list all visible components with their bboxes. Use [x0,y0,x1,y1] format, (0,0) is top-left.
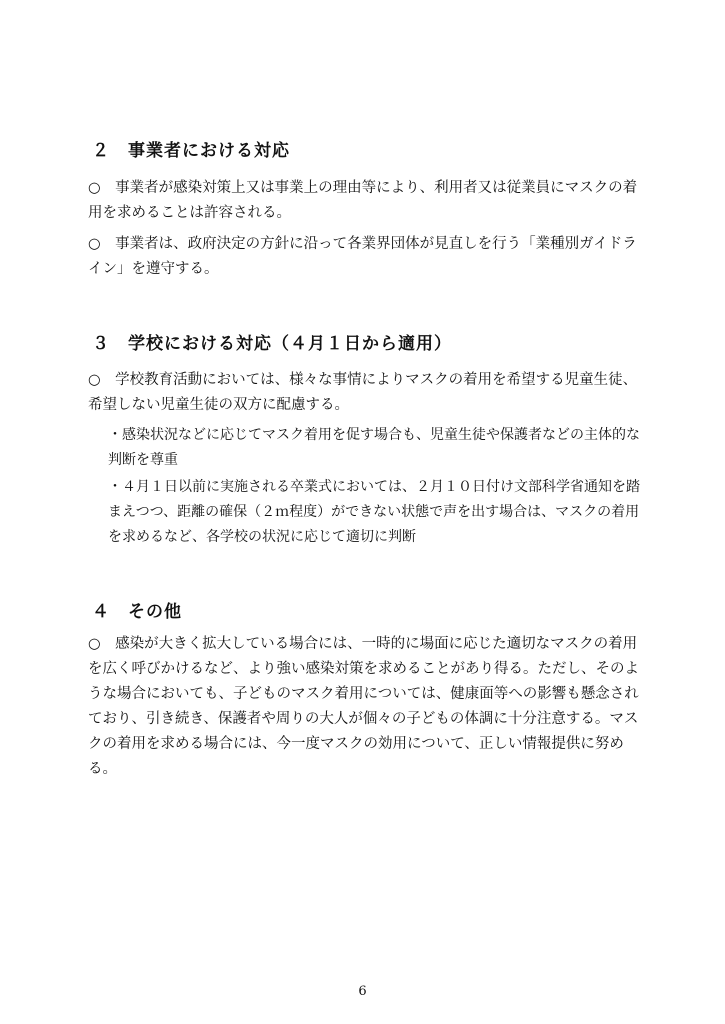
section-heading-3: ３ 学校における対応（４月１日から適用） [92,334,452,354]
paragraph-4-1: ○ 感染が大きく拡大している場合には、一時的に場面に応じた適切なマスクの着用を広く呼びかけるなど、より強い感染対策を求めることがあり得る。ただし、そのような場合においても、子どものマスク着用については、健康面等への影響も懸念されており、引き続き、保護者や周りの大人が個々の子どもの体調に十分注意する。マスクの着用を求める場合には、今一度マスクの効用について、正しい情報提供に努める。 [88,636,639,777]
bullet-3-1: ・感染状況などに応じてマスク着用を促す場合も、児童生徒や保護者などの主体的な判断を尊重 [108,427,640,468]
paragraph-2-1: ○ 事業者が感染対策上又は事業上の理由等により、利用者又は従業員にマスクの着用を求めることは許容される。 [88,180,638,221]
section-heading-4: ４ その他 [92,602,182,622]
paragraph-2-2: ○ 事業者は、政府決定の方針に沿って各業界団体が見直しを行う「業種別ガイドライン」を遵守する。 [88,236,637,277]
section-heading-2: ２ 事業者における対応 [92,141,290,161]
bullet-3-2: ・４月１日以前に実施される卒業式においては、２月１０日付け文部科学省通知を踏まえつつ、距離の確保（２ｍ程度）ができない状態で声を出す場合は、マスクの着用を求めるなど、各学校の状況に応じて適切に判断 [108,479,640,545]
paragraph-3-1: ○ 学校教育活動においては、様々な事情によりマスクの着用を希望する児童生徒、希望しない児童生徒の双方に配慮する。 [88,372,638,413]
page-number: 6 [358,984,367,999]
